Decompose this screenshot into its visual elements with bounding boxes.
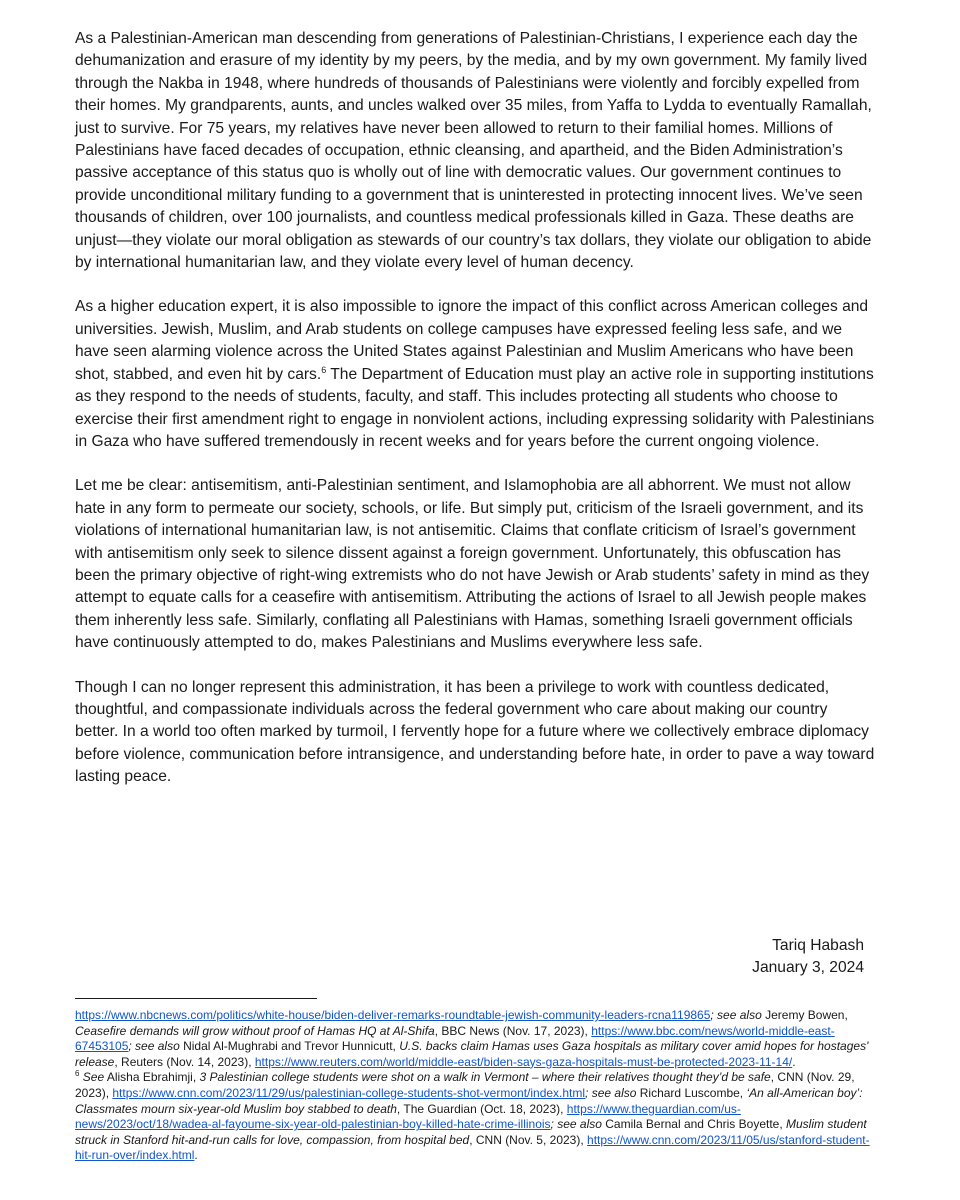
footnote-link-guardian[interactable]: https://www.theguardian.com/us-news/2023/oct/18/wadea-al-fayoume-six-year-old-palestinian-boy-killed-hate-crime-illinois [75,1101,741,1132]
footnote-6 [75,1070,875,1164]
footnote-divider [75,998,317,999]
footnote-link-cnn-stanford[interactable]: https://www.cnn.com/2023/11/05/us/stanford-student-hit-run-over/index.html [75,1132,870,1163]
footnote-author: Richard Luscombe, [636,1085,747,1100]
see-also-text: ; see also [710,1008,762,1022]
see-also-text: ; see also [585,1085,637,1100]
see-also-text: ; see also [550,1117,602,1132]
signature-date: January 3, 2024 [752,959,864,977]
footnote-author: Alisha Ebrahimji, [104,1070,200,1085]
footnote-source: , BBC News (Nov. 17, 2023), [434,1023,592,1038]
footnote-title: Muslim student struck in Stanford hit-and-run calls for love, compassion, from hospital bed [75,1117,867,1147]
paragraph-higher-education-text-a: As a higher education expert, it is also impossible to ignore the impact of this conflict across American colleges and universities. Jewish, Muslim, and Arab students on college campuses have expressed feeling less safe, and we have seen alarming violence across the United States against Palestinian and Muslim Americans who have been shot, stabbed, and even hit by cars. [75,298,869,383]
footnote-ref-6[interactable]: 6 [321,364,327,375]
see-text: See [79,1070,105,1085]
paragraph-identity: As a Palestinian-American man descending from generations of Palestinian-Christians, I experience each day the dehumanization and erasure of my identity by my peers, by the media, and by my own government. My family lived through the Nakba in 1948, where hundreds of thousands of Palestinians were violently and forcibly expelled from their homes. My grandparents, aunts, and uncles walked over 35 miles, from Yaffa to Lydda to eventually Ramallah, just to survive. For 75 years, my relatives have never been allowed to return to their familial homes. Millions of Palestinians have faced decades of occupation, ethnic cleansing, and apartheid, and the Biden Administration’s passive acceptance of this status quo is wholly out of line with democratic values. Our government continues to provide unconditional military funding to a government that is uninterested in protecting innocent lives. We’ve seen thousands of children, over 100 journalists, and countless medical professionals killed in Gaza. These deaths are unjust—they violate our moral obligation as stewards of our country’s tax dollars, they violate our obligation to abide by international humanitarian law, and they violate every level of human decency. [75,30,872,272]
footnote-author: Jeremy Bowen, [761,1008,848,1022]
signature-name: Tariq Habash [772,937,864,954]
footnote-title: U.S. backs claim Hamas uses Gaza hospitals as military cover amid hopes for hostages' release [75,1039,869,1069]
footnote-title: ‘An all-American boy’: Classmates mourn six-year-old Muslim boy stabbed to death [75,1085,863,1116]
paragraph-antisemitism: Let me be clear: antisemitism, anti-Palestinian sentiment, and Islamophobia are all abhorrent. We must not allow hate in any form to permeate our society, schools, or life. But simply put, criticism of the Israeli government, and its violations of international humanitarian law, is not antisemitic. Claims that conflate criticism of Israel’s government with antisemitism only seek to silence dissent against a foreign government. Unfortunately, this obfuscation has been the primary objective of right-wing extremists who do not have Jewish or Arab students’ safety in mind as they attempt to equate calls for a ceasefire with antisemitism. Attributing the actions of Israel to all Jewish people makes them inherently less safe. Similarly, conflating all Palestinians with Hamas, something Israeli government officials have continuously attempted to do, makes Palestinians and Muslims everywhere less safe. [75,477,870,652]
footnote-link-cnn-vermont[interactable]: https://www.cnn.com/2023/11/29/us/palestinian-college-students-shot-vermont/index.html [112,1085,586,1100]
footnote-end: . [792,1054,796,1069]
footnote-number: 6 [75,1069,80,1079]
footnotes [75,1008,875,1164]
footnote-end: . [194,1148,198,1163]
footnote-source: , Reuters (Nov. 14, 2023), [114,1054,255,1069]
footnote-link-bbc[interactable]: https://www.bbc.com/news/world-middle-east-67453105 [75,1023,835,1054]
footnote-author: Nidal Al-Mughrabi and Trevor Hunnicutt, [179,1039,400,1054]
footnote-link-reuters[interactable]: https://www.reuters.com/world/middle-east/biden-says-gaza-hospitals-must-be-protected-2023-11-14/ [254,1054,793,1069]
footnote-source: , CNN (Nov. 29, 2023), [75,1070,855,1100]
letter-body [75,28,875,811]
paragraph-closing: Though I can no longer represent this administration, it has been a privilege to work with countless dedicated, thoughtful, and compassionate individuals across the federal government who care about making our country better. In a world too often marked by turmoil, I fervently hope for a future where we collectively embrace diplomacy before violence, communication before intransigence, and understanding before hate, in order to pave a way toward lasting peace. [75,678,875,786]
footnote-continued [75,1008,875,1070]
signature-block [752,935,864,980]
footnote-title: Ceasefire demands will grow without proof of Hamas HQ at Al-Shifa [75,1023,435,1038]
footnote-source: , CNN (Nov. 5, 2023), [469,1132,588,1147]
paragraph-higher-education-text-b: The Department of Education must play an active role in supporting institutions as they respond to the needs of students, faculty, and staff. This includes protecting all students who choose to exercise their first amendment right to engage in nonviolent actions, including expressing solidarity with Palestinians in Gaza who have suffered tremendously in recent weeks and for years before the current ongoing violence. [75,365,875,450]
footnote-author: Camila Bernal and Chris Boyette, [601,1117,787,1132]
paragraph-higher-education [75,296,875,453]
footnote-link-nbc[interactable]: https://www.nbcnews.com/politics/white-house/biden-deliver-remarks-roundtable-jewish-community-leaders-rcna119865 [75,1008,711,1022]
footnote-source: , The Guardian (Oct. 18, 2023), [396,1101,567,1116]
see-also-text: ; see also [128,1039,180,1054]
footnote-title: 3 Palestinian college students were shot on a walk in Vermont – where their relatives thought they’d be safe [199,1070,771,1085]
